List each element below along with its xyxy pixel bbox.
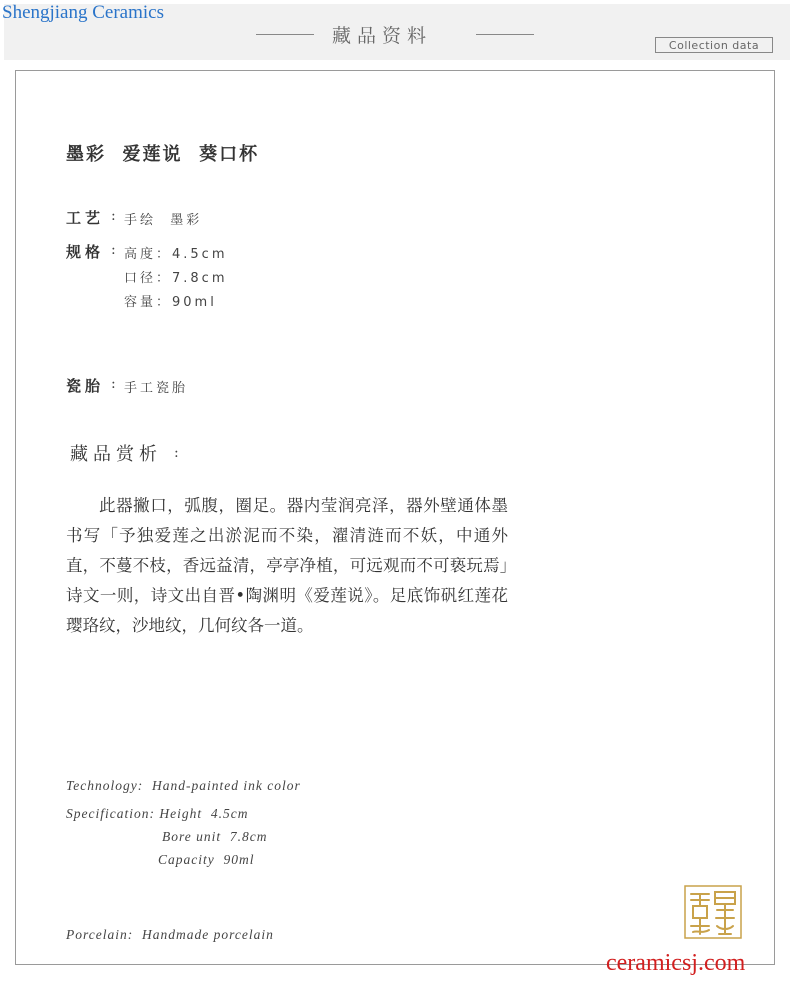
spec-label: 规格 [66,243,105,261]
body-label: 瓷胎 [66,377,105,395]
spec-colon: : [111,242,116,258]
header-title: 藏品资料 [332,25,433,47]
body-value: 手工瓷胎 [124,381,189,396]
en-specification: Specification: Height 4.5cm [66,806,249,821]
en-porcelain: Porcelain: Handmade porcelain [66,927,274,942]
watermark-top: Shengjiang Ceramics [2,2,164,23]
craft-colon: : [111,208,116,224]
product-title: 墨彩 爱莲说 葵口杯 [66,144,260,165]
header-divider-left [256,34,314,35]
craft-label: 工艺 [66,209,105,227]
en-bore: Bore unit 7.8cm [162,829,268,844]
body-colon: : [111,376,116,392]
seal-icon [683,884,743,940]
collection-data-badge: Collection data [655,37,773,53]
en-technology: Technology: Hand-painted ink color [66,778,301,793]
analysis-title: 藏品赏析 [70,444,162,465]
spec-capacity: 容量：90ml [124,295,217,310]
en-capacity: Capacity 90ml [158,852,255,867]
analysis-colon: : [174,445,179,461]
spec-height: 高度：4.5cm [124,247,228,262]
spec-bore: 口径：7.8cm [124,271,228,286]
header-divider-right [476,34,534,35]
analysis-text: 此器撇口，弧腹，圈足。器内莹润亮泽，器外壁通体墨书写「予独爱莲之出淤泥而不染，濯清涟而不妖，中通外直，不蔓不枝，香远益清，亭亭净植，可远观而不可亵玩焉」诗文一则，诗文出自晋•陶渊明《爱莲说》。足底饰矾红莲花璎珞纹，沙地纹，几何纹各一道。 [66,496,508,635]
craft-value: 手绘 墨彩 [124,213,203,228]
watermark-bottom: ceramicsj.com [606,950,746,976]
